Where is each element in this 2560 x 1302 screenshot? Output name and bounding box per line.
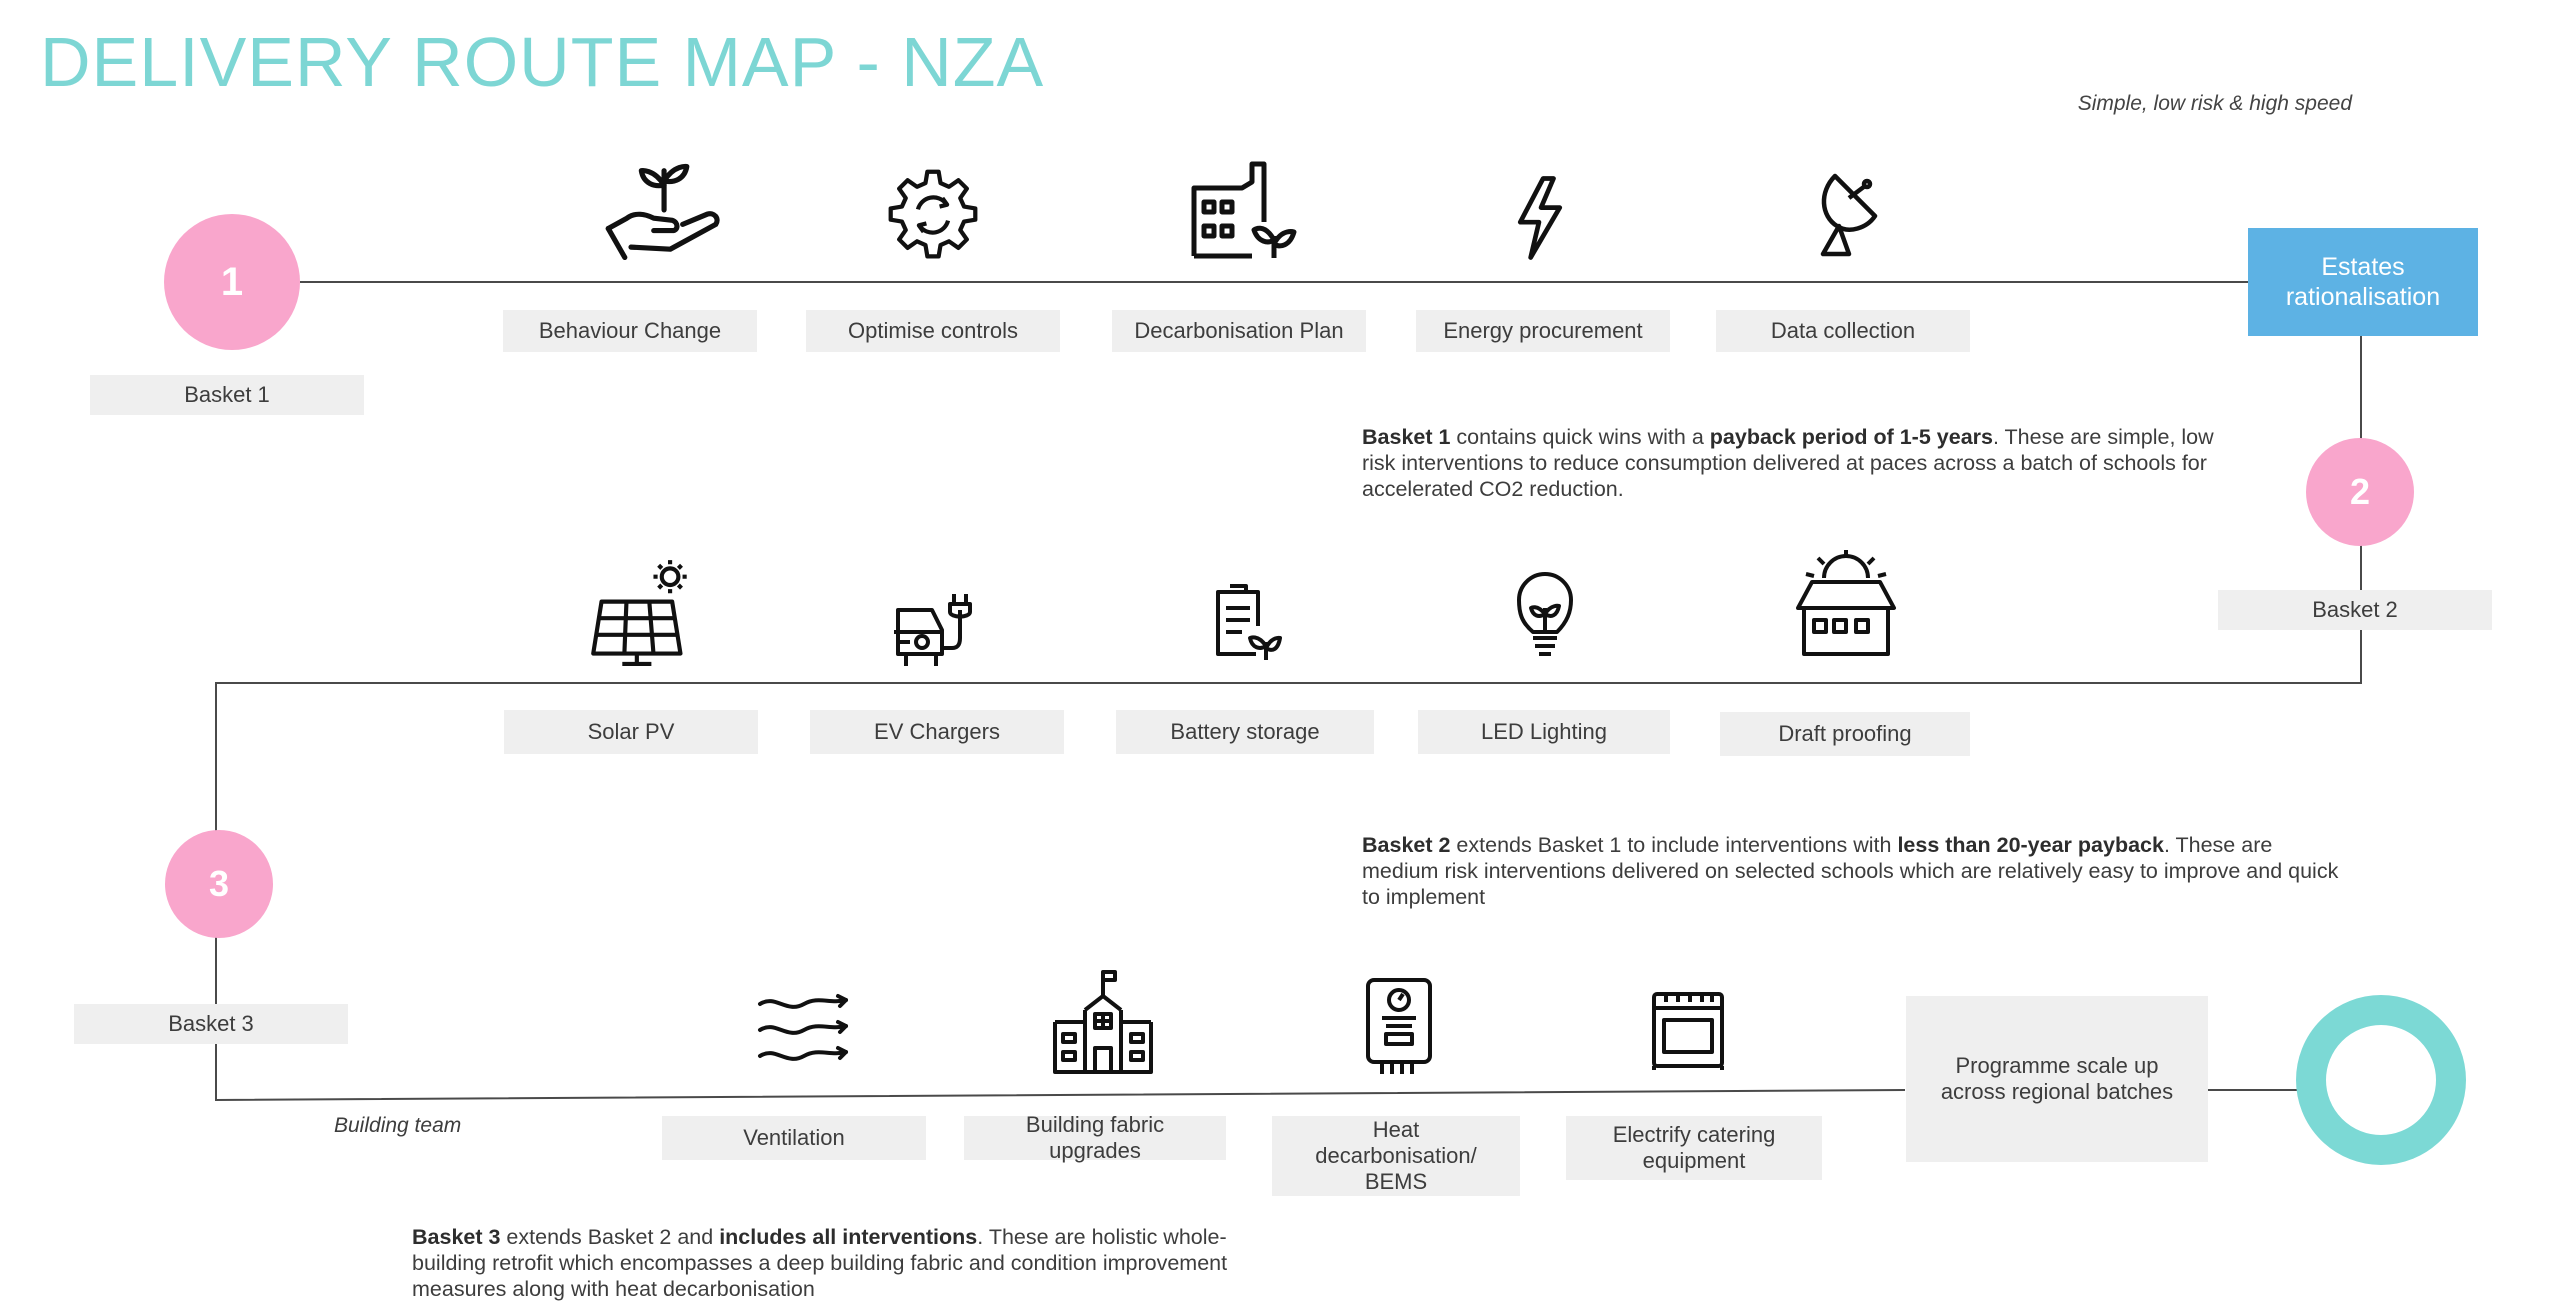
factory-leaf-icon bbox=[1190, 160, 1300, 260]
programme-scale-up-box: Programme scale up across regional batches bbox=[1906, 996, 2208, 1162]
lightbulb-icon bbox=[1516, 572, 1574, 660]
wind-arrows-icon bbox=[756, 994, 852, 1068]
optimise-controls-label: Optimise controls bbox=[806, 310, 1060, 352]
heat-decarbonisation-label: Heat decarbonisation/ BEMS bbox=[1272, 1116, 1520, 1196]
draft-proofing-label: Draft proofing bbox=[1720, 712, 1970, 756]
ev-chargers-label: EV Chargers bbox=[810, 710, 1064, 754]
building-fabric-label: Building fabric upgrades bbox=[964, 1116, 1226, 1160]
oven-icon bbox=[1650, 990, 1726, 1070]
data-collection-label: Data collection bbox=[1716, 310, 1970, 352]
basket-2-label: Basket 2 bbox=[2218, 590, 2492, 630]
energy-procurement-label: Energy procurement bbox=[1416, 310, 1670, 352]
tagline: Simple, low risk & high speed bbox=[2077, 92, 2352, 115]
satellite-dish-icon bbox=[1812, 168, 1884, 258]
basket-1-label: Basket 1 bbox=[90, 375, 364, 415]
hand-plant-icon bbox=[600, 160, 724, 264]
battery-storage-label: Battery storage bbox=[1116, 710, 1374, 754]
building-team-label: Building team bbox=[334, 1114, 462, 1137]
lightning-icon bbox=[1514, 176, 1566, 260]
solar-panel-icon bbox=[588, 558, 694, 666]
gear-cycle-icon bbox=[886, 168, 980, 262]
ventilation-label: Ventilation bbox=[662, 1116, 926, 1160]
school-building-icon bbox=[1050, 970, 1156, 1074]
behaviour-change-label: Behaviour Change bbox=[503, 310, 757, 352]
basket-3-node: 3 bbox=[165, 830, 273, 938]
basket-3-label: Basket 3 bbox=[74, 1004, 348, 1044]
decarbonisation-plan-label: Decarbonisation Plan bbox=[1112, 310, 1366, 352]
house-sun-icon bbox=[1792, 548, 1900, 658]
basket-2-description: Basket 2 extends Basket 1 to include interventions with less than 20-year payback. These are medium risk interventions delivered on selected schools which are relatively easy to improve and quick to implement bbox=[1362, 833, 2339, 909]
basket-1-node: 1 bbox=[164, 214, 300, 350]
destination-ring bbox=[2296, 995, 2466, 1165]
boiler-icon bbox=[1364, 976, 1434, 1080]
basket-1-description: Basket 1 contains quick wins with a payback period of 1-5 years. These are simple, low risk interventions to reduce consumption delivered at paces across a batch of schools for accelerated CO2 reduction. bbox=[1362, 425, 2214, 501]
page-title: DELIVERY ROUTE MAP - NZA bbox=[40, 23, 1045, 101]
led-lighting-label: LED Lighting bbox=[1418, 710, 1670, 754]
solar-pv-label: Solar PV bbox=[504, 710, 758, 754]
basket-3-description: Basket 3 extends Basket 2 and includes all interventions. These are holistic whole-building retrofit which encompasses a deep building fabric and condition improvement measures along with heat decarbonisation bbox=[412, 1225, 1228, 1301]
basket-2-node: 2 bbox=[2306, 438, 2414, 546]
estates-rationalisation-box: Estates rationalisation bbox=[2248, 228, 2478, 336]
electrify-catering-label: Electrify catering equipment bbox=[1566, 1116, 1822, 1180]
battery-leaf-icon bbox=[1212, 582, 1280, 662]
ev-charger-icon bbox=[892, 590, 980, 674]
